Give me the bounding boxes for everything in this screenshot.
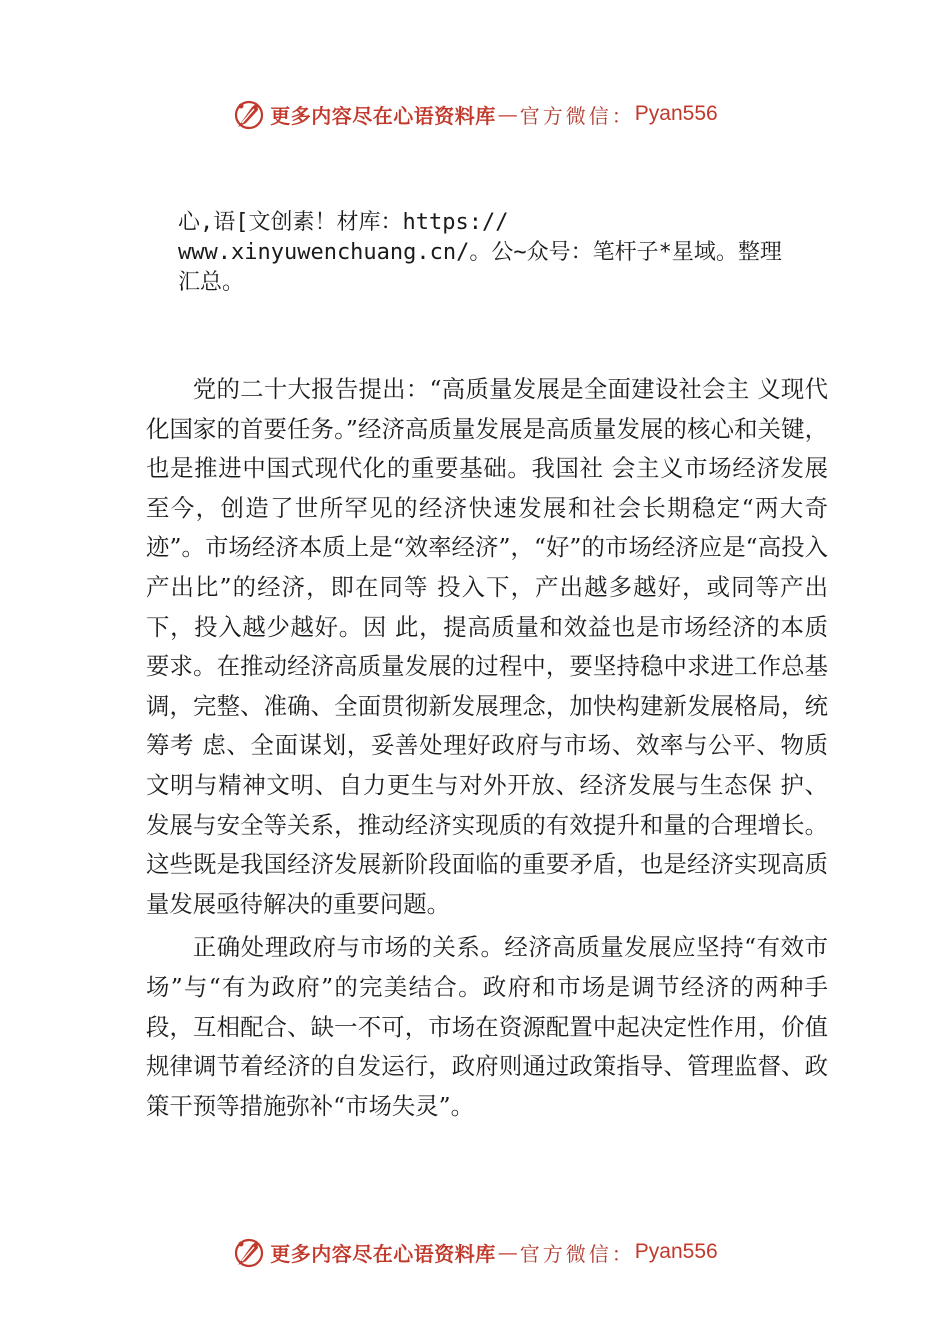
source-note-line: 心,语[文创素！材库：https:// xyxy=(178,210,509,235)
pen-nib-logo-icon xyxy=(232,97,266,131)
banner-title: 更多内容尽在心语资料库 xyxy=(270,1241,496,1266)
article-body xyxy=(146,370,828,1126)
paragraph: 党的二十大报告提出：“高质量发展是全面建设社会主 义现代化国家的首要任务。”经济高质量发展是高质量发展的核心和关键，也是推进中国式现代化的重要基础。我国社 会主义市场经济发展至今，创造了世所罕见的经济快速发展和社会长期稳定“两大奇迹”。市场经济本质上是“效率经济”，“好”的市场经济应是“高投入产出比”的经济，即在同等 投入下，产出越多越好，或同等产出下，投入越少越好。因 此，提高质量和效益也是市场经济的本质要求。在推动经济高质量发展的过程中，要坚持稳中求进工作总基调，完整、准确、全面贯彻新发展理念，加快构建新发展格局，统筹考 虑、全面谋划，妥善处理好政府与市场、效率与公平、物质 文明与精神文明、自力更生与对外开放、经济发展与生态保 护、发展与安全等关系，推动经济实现质的有效提升和量的合理增长。这些既是我国经济发展新阶段面临的重要矛盾，也是经济实现高质量发展亟待解决的重要问题。 xyxy=(146,375,828,918)
source-note-line: 汇总。 xyxy=(178,270,245,295)
footer-banner xyxy=(0,1232,950,1272)
banner-title: 更多内容尽在心语资料库 xyxy=(270,103,496,128)
banner-wechat-label: 官方微信： xyxy=(519,1241,635,1266)
banner-wechat-id: Pyan556 xyxy=(634,102,718,125)
source-note-line: www.xinyuwenchuang.cn/。公~众号：笔杆子*星域。整理 xyxy=(178,240,782,265)
paragraph: 正确处理政府与市场的关系。经济高质量发展应坚持“有效市场”与“有为政府”的完美结合。政府和市场是调节经济的两种手段，互相配合、缺一不可，市场在资源配置中起决定性作用，价值规律调节着经济的自发运行，政府则通过政策指导、管理监督、政策干预等措施弥补“市场失灵”。 xyxy=(146,933,828,1120)
pen-nib-logo-icon xyxy=(232,1235,266,1269)
banner-wechat-id: Pyan556 xyxy=(634,1240,718,1263)
source-note xyxy=(178,208,828,298)
banner-separator: — xyxy=(497,1240,518,1264)
banner-separator: — xyxy=(497,102,518,126)
banner-wechat-label: 官方微信： xyxy=(519,103,635,128)
header-banner xyxy=(0,94,950,134)
